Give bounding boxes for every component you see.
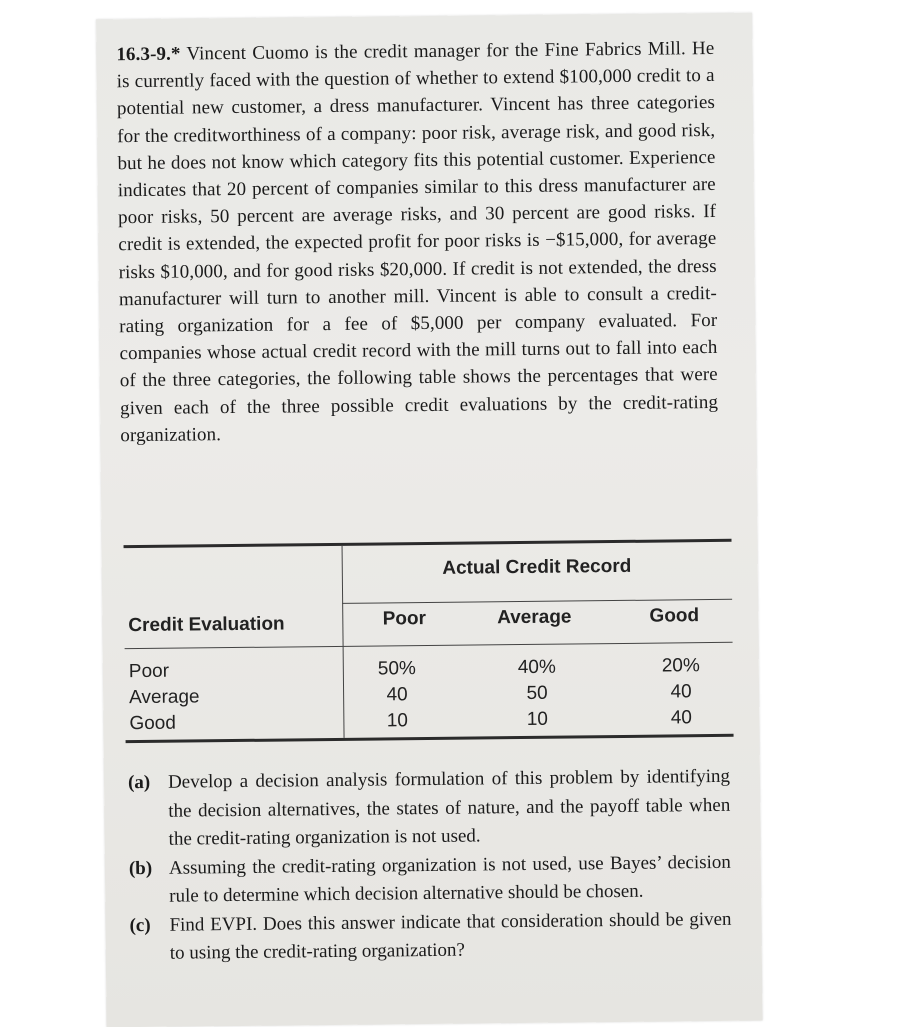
question-label: (a) <box>127 771 151 794</box>
table-cell: 50 <box>526 682 548 704</box>
problem-text: Vincent Cuomo is the credit manager for the Fine Fabrics Mill. He is currently faced with the question of whether to extend $100,000 credit to a potential new customer, a dress manufacturer. Vincent has three categories for the creditworthiness of a company: poor risk, average risk, and good risk, but he does not know which category fits this potential customer. Experience indicates that 20 percent of companies similar to this dress manufacturer are poor risks, 50 percent are average risks, and 30 percent are good risks. If credit is extended, the expected profit for poor risks is −$15,000, for average risks $10,000, and for good risks $20,000. If credit is not extended, the dress manufacturer will turn to another mill. Vincent is able to consult a credit-rating organization for a fee of $5,000 per company evaluated. For companies whose actual credit record with the mill turns out to fall into each of the three categories, the following table shows the percentages that were given each of the three possible credit evaluations by the credit-rating organization. <box>116 37 719 447</box>
column-poor-values <box>337 656 458 735</box>
column-header-average: Average <box>497 606 572 629</box>
textbook-page <box>96 13 763 1027</box>
question-c <box>125 905 732 968</box>
question-text: Assuming the credit-rating organization is not used, use Bayes’ decision rule to determine which decision alternative should be chosen. <box>168 851 731 907</box>
question-label: (c) <box>129 914 151 936</box>
row-label: Poor <box>128 660 170 683</box>
table-cell: 10 <box>386 710 409 732</box>
row-header: Credit Evaluation <box>128 613 285 637</box>
row-label: Good <box>129 712 176 735</box>
column-average-values <box>477 654 598 733</box>
table-header-rule <box>342 599 732 604</box>
table-bottom-rule <box>126 734 734 743</box>
row-label: Average <box>129 686 200 709</box>
question-a <box>124 763 731 855</box>
group-header: Actual Credit Record <box>442 555 632 579</box>
column-header-good: Good <box>649 605 700 627</box>
problem-number: 16.3-9.* <box>116 43 181 66</box>
row-labels <box>129 658 200 737</box>
problem-paragraph <box>116 35 718 449</box>
table-body-rule <box>125 642 733 649</box>
table-cell: 40 <box>386 684 408 706</box>
table-cell: 10 <box>526 708 549 730</box>
question-text: Find EVPI. Does this answer indicate that consideration should be given to using the credit-rating organization? <box>169 908 732 964</box>
table-top-rule <box>124 539 732 548</box>
table-cell: 40% <box>517 656 556 679</box>
table-cell: 50% <box>377 658 416 680</box>
table-cell: 40 <box>670 707 693 729</box>
question-text: Develop a decision analysis formulation of this problem by identifying the decision alternatives, the states of nature, and the payoff table when the credit-rating organization is not used. <box>167 765 731 850</box>
credit-table <box>124 539 734 745</box>
table-cell: 20% <box>661 655 700 677</box>
question-list <box>124 763 732 969</box>
question-b <box>125 848 732 911</box>
question-label: (b) <box>128 857 153 879</box>
table-cell: 40 <box>670 681 692 703</box>
column-good-values <box>621 653 742 732</box>
column-header-poor: Poor <box>382 608 427 630</box>
